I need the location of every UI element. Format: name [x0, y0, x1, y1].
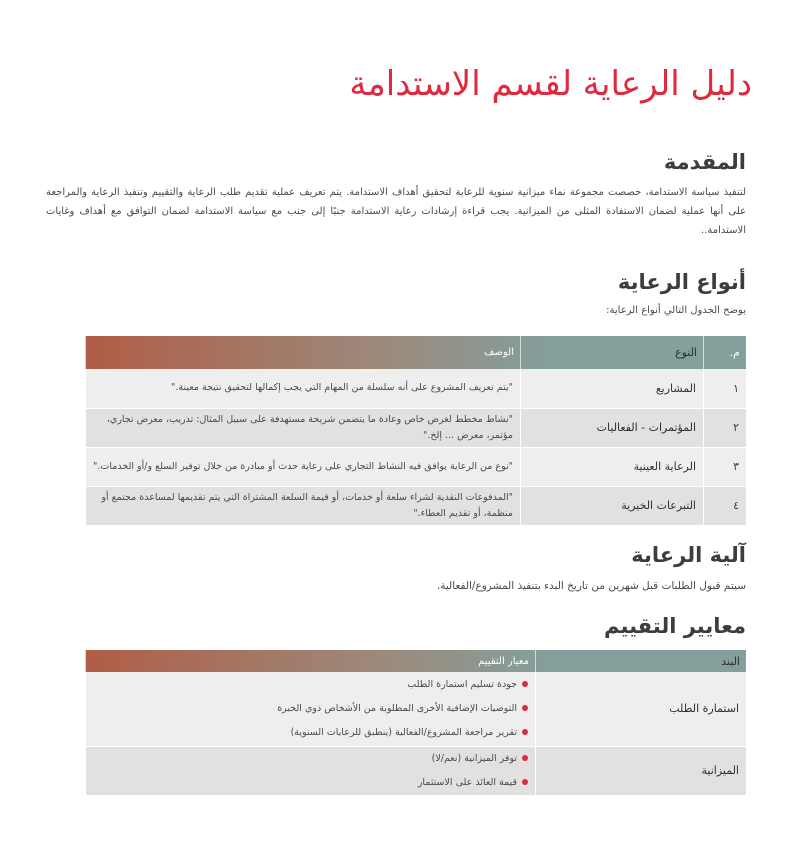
- row-type: المشاريع: [521, 369, 704, 408]
- criterion-text: التوصيات الإضافية الأخرى المطلوبة من الأشخاص ذوي الخبرة: [277, 702, 517, 714]
- table-row: [86, 672, 747, 746]
- row-number: ٤: [704, 486, 747, 525]
- list-item: [93, 747, 528, 771]
- document-title: دليل الرعاية لقسم الاستدامة: [349, 64, 752, 104]
- column-header-number: م.: [704, 336, 747, 369]
- evaluation-criteria-table: [85, 650, 746, 796]
- table-row: [86, 447, 747, 486]
- criterion-text: قيمة العائد على الاستثمار: [417, 776, 517, 788]
- criterion-text: تقرير مراجعة المشروع/الفعالية (ينطبق للرعايات السنوية): [290, 726, 517, 738]
- criteria-list: [93, 747, 528, 795]
- criteria-list: [93, 673, 528, 745]
- row-type: التبرعات الخيرية: [521, 486, 704, 525]
- criterion-text: جودة تسليم استمارة الطلب: [407, 678, 517, 690]
- row-type: الرعاية العينية: [521, 447, 704, 486]
- intro-paragraph: لتنفيذ سياسة الاستدامة، خصصت مجموعة نماء ميزانية سنوية للرعاية لتحقيق أهداف الاستدامة. يتم تعريف عملية تقديم طلب الرعاية والتقييم وتنفيذ الرعاية والمراجعة على أنها عملية لضمان الاستفادة المثلى من الميزانية. يجب قراءة إرشادات رعاية الاستدامة جنبًا إلى جنب مع سياسة الاستدامة لضمان التوافق مع أهداف وغايات الاستدامة..: [46, 187, 746, 236]
- column-header-type: النوع: [521, 336, 704, 369]
- list-item: [93, 697, 528, 721]
- list-item: [93, 673, 528, 697]
- bullet-icon: [522, 779, 528, 785]
- column-header-item: البند: [536, 650, 747, 672]
- types-note: يوضح الجدول التالي أنواع الرعاية:: [606, 305, 746, 316]
- row-criteria: [86, 672, 536, 746]
- row-description: "يتم تعريف المشروع على أنه سلسلة من المهام التي يجب إكمالها لتحقيق نتيجة معينة.": [86, 369, 521, 408]
- row-description: "نوع من الرعاية يوافق فيه النشاط التجاري على رعاية حدث أو مبادرة من خلال توفير السلع و/أو الخدمات.": [86, 447, 521, 486]
- list-item: [93, 721, 528, 745]
- table-row: [86, 746, 747, 795]
- criterion-text: توفر الميزانية (نعم/لا): [431, 752, 517, 764]
- bullet-icon: [522, 729, 528, 735]
- row-item: استمارة الطلب: [536, 672, 747, 746]
- row-number: ٢: [704, 408, 747, 447]
- bullet-icon: [522, 681, 528, 687]
- types-heading: أنواع الرعاية: [617, 270, 746, 294]
- row-number: ٣: [704, 447, 747, 486]
- table-row: [86, 369, 747, 408]
- bullet-icon: [522, 705, 528, 711]
- row-number: ١: [704, 369, 747, 408]
- bullet-icon: [522, 755, 528, 761]
- row-description: "نشاط مخطط لغرض خاص وعادة ما يتضمن شريحة مستهدفة على سبيل المثال: تدريب، معرض تجاري، مؤتمر، معرض ... إلخ.": [86, 408, 521, 447]
- criteria-heading: معايير التقييم: [604, 614, 746, 638]
- table-row: [86, 408, 747, 447]
- mechanism-text: سيتم قبول الطلبات قبل شهرين من تاريخ البدء بتنفيذ المشروع/الفعالية.: [436, 580, 746, 592]
- list-item: [93, 771, 528, 795]
- intro-heading: المقدمة: [663, 150, 746, 174]
- row-description: "المدفوعات النقدية لشراء سلعة أو خدمات، أو قيمة السلعة المشتراة التي يتم تقديمها لمساعدة مجتمع أو منظمة، أو تقديم العطاء.": [86, 486, 521, 525]
- column-header-criterion: معيار التقييم: [86, 650, 536, 672]
- mechanism-heading: آلية الرعاية: [631, 543, 746, 567]
- column-header-description: الوصف: [86, 336, 521, 369]
- table-row: [86, 486, 747, 525]
- row-criteria: [86, 746, 536, 795]
- table-header-row: [86, 336, 747, 369]
- row-item: الميزانية: [536, 746, 747, 795]
- table-header-row: [86, 650, 747, 672]
- row-type: المؤتمرات - الفعاليات: [521, 408, 704, 447]
- sponsorship-types-table: [85, 336, 746, 526]
